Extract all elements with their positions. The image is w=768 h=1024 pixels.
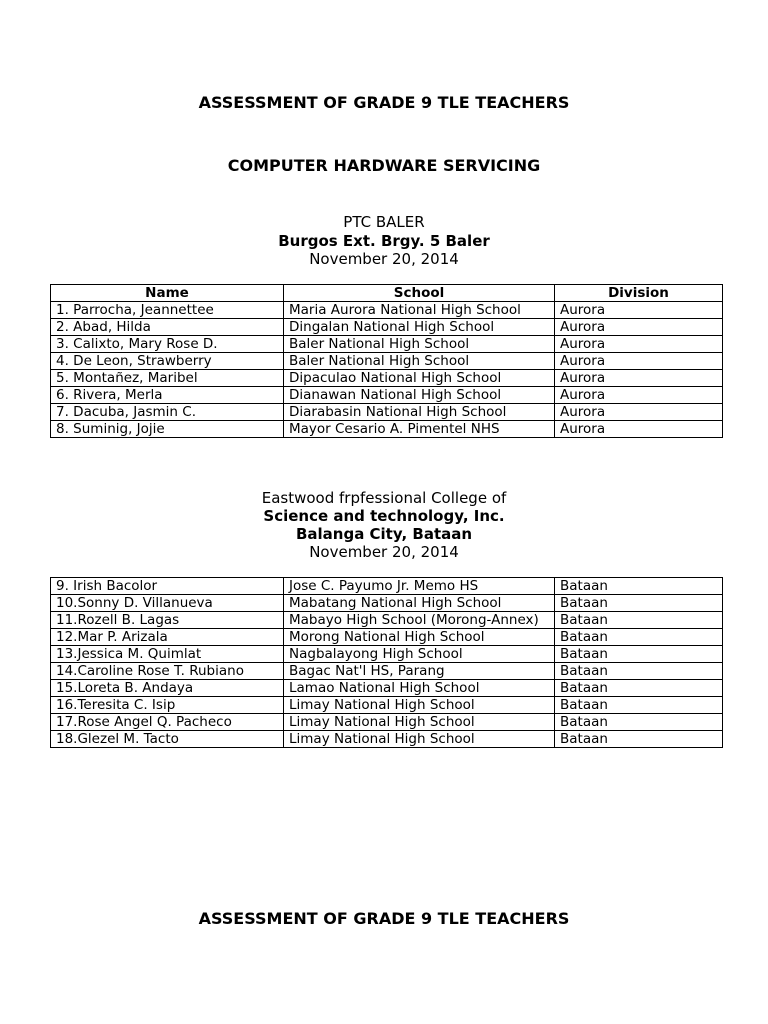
cell-name: 5. Montañez, Maribel [51, 370, 284, 387]
section2-date: November 20, 2014 [309, 543, 459, 561]
section1-date: November 20, 2014 [309, 250, 459, 268]
cell-division: Aurora [555, 421, 723, 438]
cell-school: Maria Aurora National High School [284, 302, 555, 319]
section1-venue: PTC BALER [343, 213, 425, 231]
table-row [51, 336, 723, 353]
column-header-school: School [284, 285, 555, 302]
cell-division: Aurora [555, 319, 723, 336]
page-title: ASSESSMENT OF GRADE 9 TLE TEACHERS [198, 93, 570, 112]
cell-school: Baler National High School [284, 353, 555, 370]
table-header-row [51, 285, 723, 302]
cell-school: Dianawan National High School [284, 387, 555, 404]
cell-division: Bataan [555, 731, 723, 748]
cell-school: Jose C. Payumo Jr. Memo HS [284, 578, 555, 595]
cell-school: Diarabasin National High School [284, 404, 555, 421]
footer-title: ASSESSMENT OF GRADE 9 TLE TEACHERS [198, 909, 570, 928]
cell-division: Bataan [555, 612, 723, 629]
cell-name: 13.Jessica M. Quimlat [51, 646, 284, 663]
cell-name: 12.Mar P. Arizala [51, 629, 284, 646]
cell-name: 9. Irish Bacolor [51, 578, 284, 595]
section2-address: Balanga City, Bataan [295, 525, 473, 543]
table-row [51, 302, 723, 319]
cell-name: 11.Rozell B. Lagas [51, 612, 284, 629]
cell-name: 3. Calixto, Mary Rose D. [51, 336, 284, 353]
table-row [51, 697, 723, 714]
cell-school: Morong National High School [284, 629, 555, 646]
cell-school: Dipaculao National High School [284, 370, 555, 387]
cell-school: Dingalan National High School [284, 319, 555, 336]
page-subtitle: COMPUTER HARDWARE SERVICING [227, 156, 541, 175]
cell-school: Baler National High School [284, 336, 555, 353]
cell-division: Aurora [555, 370, 723, 387]
cell-division: Bataan [555, 629, 723, 646]
table-row [51, 629, 723, 646]
cell-school: Bagac Nat'l HS, Parang [284, 663, 555, 680]
cell-division: Bataan [555, 714, 723, 731]
section1-address: Burgos Ext. Brgy. 5 Baler [278, 232, 490, 250]
cell-name: 16.Teresita C. Isip [51, 697, 284, 714]
cell-division: Bataan [555, 578, 723, 595]
cell-name: 4. De Leon, Strawberry [51, 353, 284, 370]
table-row [51, 680, 723, 697]
cell-name: 18.Glezel M. Tacto [51, 731, 284, 748]
cell-name: 6. Rivera, Merla [51, 387, 284, 404]
cell-name: 8. Suminig, Jojie [51, 421, 284, 438]
cell-name: 14.Caroline Rose T. Rubiano [51, 663, 284, 680]
column-header-name: Name [51, 285, 284, 302]
cell-name: 1. Parrocha, Jeannettee [51, 302, 284, 319]
cell-name: 7. Dacuba, Jasmin C. [51, 404, 284, 421]
table-row [51, 319, 723, 336]
cell-division: Bataan [555, 697, 723, 714]
cell-name: 17.Rose Angel Q. Pacheco [51, 714, 284, 731]
cell-division: Bataan [555, 663, 723, 680]
cell-name: 2. Abad, Hilda [51, 319, 284, 336]
cell-division: Bataan [555, 680, 723, 697]
cell-school: Limay National High School [284, 714, 555, 731]
table-row [51, 731, 723, 748]
cell-school: Mabatang National High School [284, 595, 555, 612]
cell-name: 15.Loreta B. Andaya [51, 680, 284, 697]
cell-division: Aurora [555, 302, 723, 319]
table-row [51, 595, 723, 612]
section2-venue-line1: Eastwood frpfessional College of [261, 489, 507, 507]
cell-division: Bataan [555, 646, 723, 663]
cell-division: Aurora [555, 336, 723, 353]
cell-school: Limay National High School [284, 697, 555, 714]
table-row [51, 663, 723, 680]
cell-school: Limay National High School [284, 731, 555, 748]
cell-school: Lamao National High School [284, 680, 555, 697]
table-row [51, 714, 723, 731]
cell-name: 10.Sonny D. Villanueva [51, 595, 284, 612]
cell-division: Bataan [555, 595, 723, 612]
table-row [51, 612, 723, 629]
cell-school: Nagbalayong High School [284, 646, 555, 663]
table-row [51, 578, 723, 595]
section2-table [50, 577, 723, 748]
section1-table [50, 284, 723, 438]
table-row [51, 370, 723, 387]
cell-school: Mabayo High School (Morong-Annex) [284, 612, 555, 629]
table-row [51, 353, 723, 370]
cell-division: Aurora [555, 353, 723, 370]
table-row [51, 421, 723, 438]
cell-school: Mayor Cesario A. Pimentel NHS [284, 421, 555, 438]
table-row [51, 646, 723, 663]
section2-venue-line2: Science and technology, Inc. [263, 507, 505, 525]
table-row [51, 404, 723, 421]
table-row [51, 387, 723, 404]
cell-division: Aurora [555, 404, 723, 421]
cell-division: Aurora [555, 387, 723, 404]
column-header-division: Division [555, 285, 723, 302]
